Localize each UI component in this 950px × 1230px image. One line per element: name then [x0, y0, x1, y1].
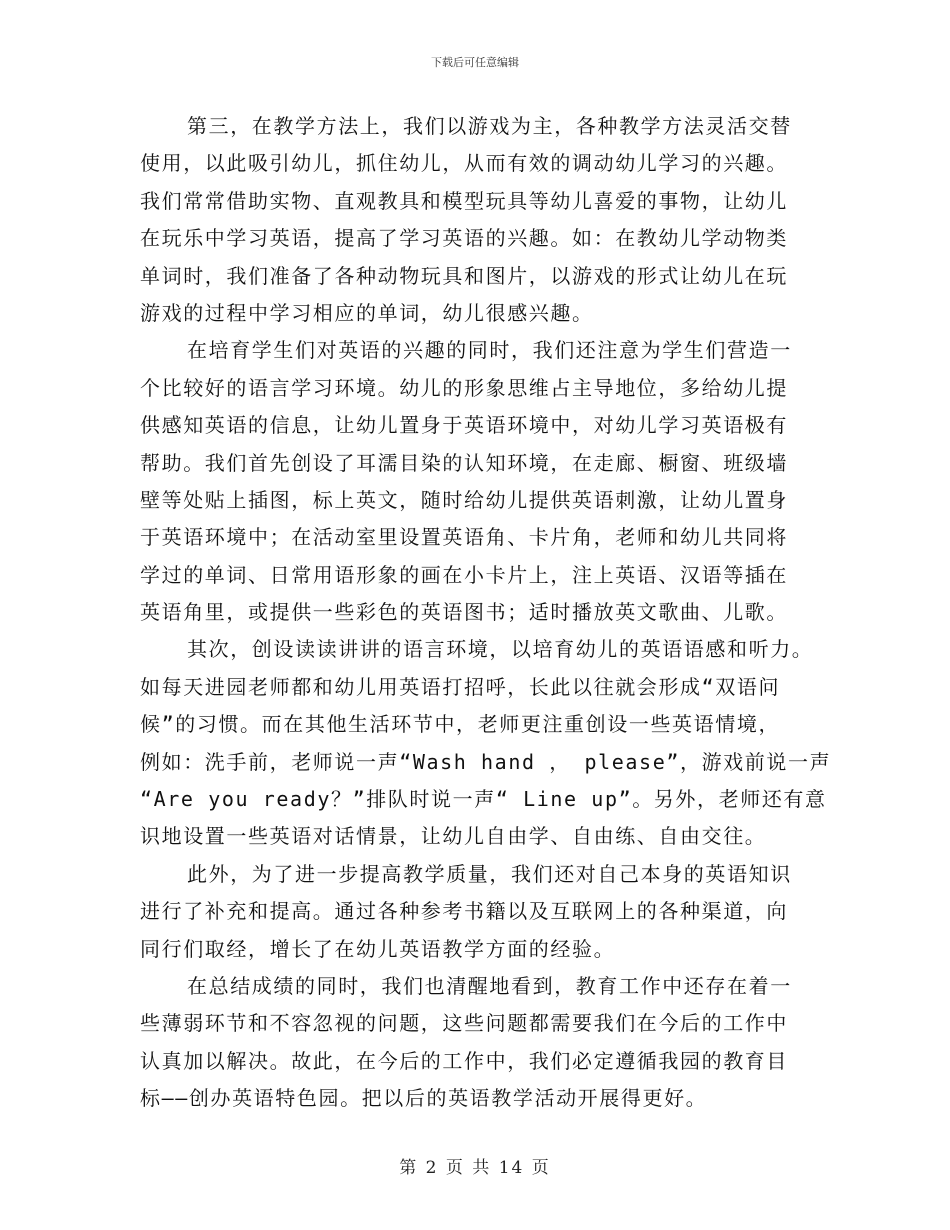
text-line: “Are you ready？”排队时说一声“ Line up”。另外，老师还有意	[140, 787, 827, 812]
text-line: 帮助。我们首先创设了耳濡目染的认知环境，在走廊、橱窗、班级墙	[140, 450, 788, 475]
text-line: 游戏的过程中学习相应的单词，幼儿很感兴趣。	[140, 300, 594, 325]
text-line: 此外，为了进一步提高教学质量，我们还对自己本身的英语知识	[187, 861, 792, 886]
text-line: 其次，创设读读讲讲的语言环境，以培育幼儿的英语语感和听力。	[187, 637, 814, 662]
text-line: 如每天进园老师都和幼儿用英语打招呼，长此以往就会形成“双语问	[140, 674, 781, 699]
text-line: 些薄弱环节和不容忽视的问题，这些问题都需要我们在今后的工作中	[140, 1011, 788, 1036]
text-line: 学过的单词、日常用语形象的画在小卡片上，注上英语、汉语等插在	[140, 562, 788, 587]
text-line: 于英语环境中；在活动室里设置英语角、卡片角，老师和幼儿共同将	[140, 525, 788, 550]
text-line: 在玩乐中学习英语，提高了学习英语的兴趣。如：在教幼儿学动物类	[140, 226, 788, 251]
text-line: 壁等处贴上插图，标上英文，随时给幼儿提供英语刺激，让幼儿置身	[140, 487, 788, 512]
text-line: 第三，在教学方法上，我们以游戏为主，各种教学方法灵活交替	[187, 114, 792, 138]
text-line: 进行了补充和提高。通过各种参考书籍以及互联网上的各种渠道，向	[140, 899, 788, 924]
text-line: 识地设置一些英语对话情景，让幼儿自由学、自由练、自由交往。	[140, 824, 767, 849]
text-line: 标——创办英语特色园。把以后的英语教学活动开展得更好。	[140, 1086, 708, 1111]
text-line: 英语角里，或提供一些彩色的英语图书；适时播放英文歌曲、儿歌。	[140, 600, 788, 625]
text-line: 同行们取经，增长了在幼儿英语教学方面的经验。	[140, 936, 616, 961]
text-line: 例如：洗手前，老师说一声“Wash hand ， please”，游戏前说一声	[140, 749, 832, 774]
text-line: 单词时，我们准备了各种动物玩具和图片，以游戏的形式让幼儿在玩	[140, 263, 788, 288]
text-line: 在培育学生们对英语的兴趣的同时，我们还注意为学生们营造一	[187, 338, 792, 363]
text-line: 使用，以此吸引幼儿，抓住幼儿，从而有效的调动幼儿学习的兴趣。	[140, 151, 788, 176]
page-footer: 第 2 页 共 14 页	[399, 1158, 551, 1178]
page-header: 下载后可任意编辑	[431, 56, 519, 69]
text-line: 候”的习惯。而在其他生活环节中，老师更注重创设一些英语情境，	[140, 712, 781, 737]
text-line: 个比较好的语言学习环境。幼儿的形象思维占主导地位，多给幼儿提	[140, 375, 788, 400]
text-line: 供感知英语的信息，让幼儿置身于英语环境中，对幼儿学习英语极有	[140, 413, 788, 438]
text-line: 我们常常借助实物、直观教具和模型玩具等幼儿喜爱的事物，让幼儿	[140, 188, 788, 213]
text-line: 在总结成绩的同时，我们也清醒地看到，教育工作中还存在着一	[187, 973, 792, 998]
document-body	[140, 108, 832, 1118]
text-line: 认真加以解决。故此，在今后的工作中，我们必定遵循我园的教育目	[140, 1048, 788, 1073]
